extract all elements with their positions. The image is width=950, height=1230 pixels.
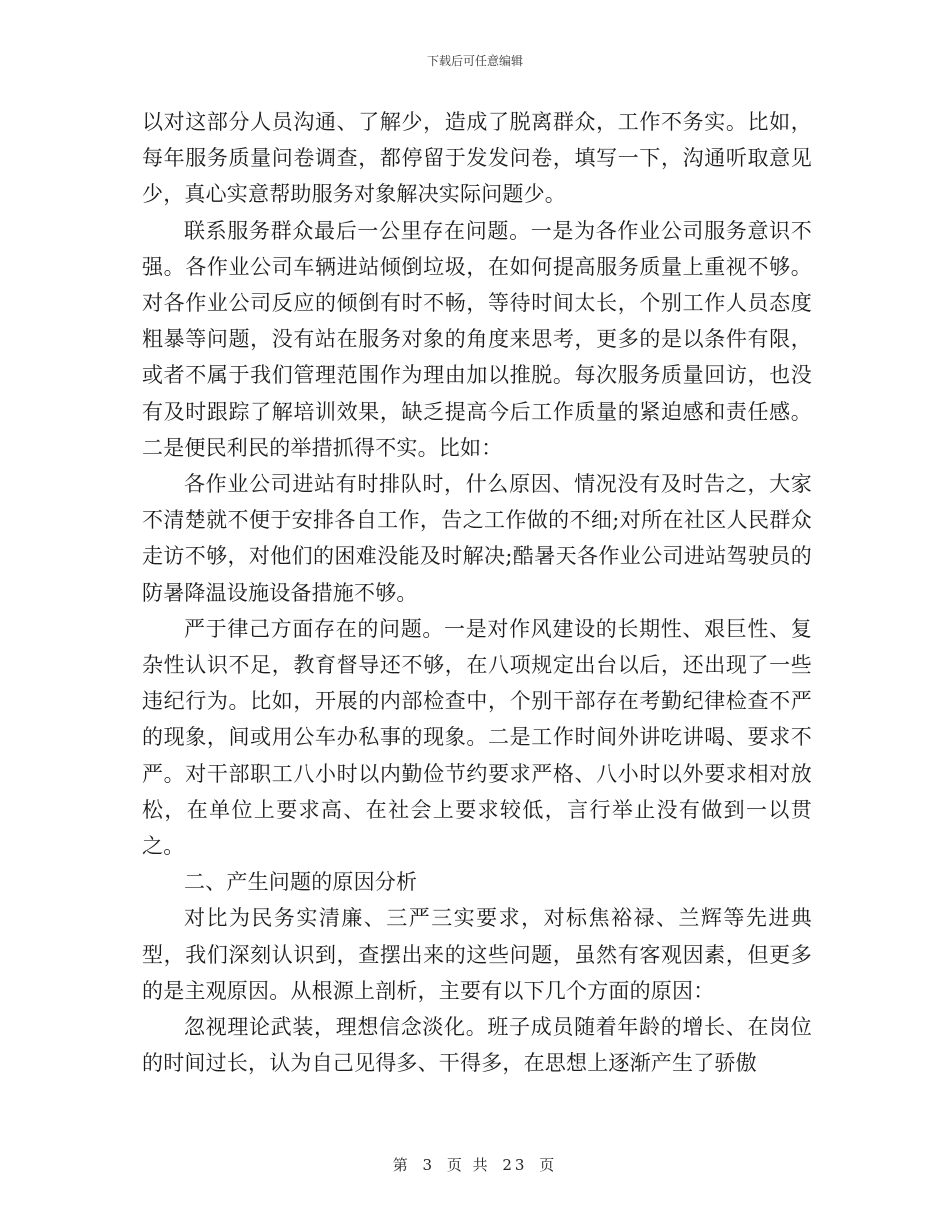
paragraph-4: 严于律己方面存在的问题。一是对作风建设的长期性、艰巨性、复杂性认识不足，教育督导还不够，在八项规定出台以后，还出现了一些违纪行为。比如，开展的内部检查中，个别干部存在考勤纪律检查不严的现象，间或用公车办私事的现象。二是工作时间外讲吃讲喝、要求不严。对干部职工八小时以内勤俭节约要求严格、八小时以外要求相对放松，在单位上要求高、在社会上要求较低，言行举止没有做到一以贯之。	[142, 616, 812, 859]
page-footer	[0, 1154, 950, 1175]
paragraph-2: 联系服务群众最后一公里存在问题。一是为各作业公司服务意识不强。各作业公司车辆进站倾倒垃圾，在如何提高服务质量上重视不够。对各作业公司反应的倾倒有时不畅，等待时间太长，个别工作人员态度粗暴等问题，没有站在服务对象的角度来思考，更多的是以条件有限，或者不属于我们管理范围作为理由加以推脱。每次服务质量回访，也没有及时跟踪了解培训效果，缺乏提高今后工作质量的紧迫感和责任感。二是便民利民的举措抓得不实。比如：	[142, 218, 812, 460]
paragraph-1: 以对这部分人员沟通、了解少，造成了脱离群众，工作不务实。比如，每年服务质量问卷调查，都停留于发发问卷，填写一下，沟通听取意见少，真心实意帮助服务对象解决实际问题少。	[142, 110, 812, 207]
section-heading: 二、产生问题的原因分析	[184, 870, 418, 895]
footer-prefix: 第	[392, 1156, 411, 1174]
document-body	[142, 104, 812, 1081]
paragraph-6: 忽视理论武装，理想信念淡化。班子成员随着年龄的增长、在岗位的时间过长，认为自己见得多、干得多，在思想上逐渐产生了骄傲	[142, 1015, 812, 1076]
current-page-number: 3	[422, 1156, 436, 1174]
page-header: 下载后可任意编辑	[426, 54, 523, 68]
paragraph-5: 对比为民务实清廉、三严三实要求，对标焦裕禄、兰辉等先进典型，我们深刻认识到，查摆出来的这些问题，虽然有客观因素，但更多的是主观原因。从根源上剖析，主要有以下几个方面的原因：	[142, 906, 812, 1003]
footer-suffix: 页	[539, 1156, 558, 1174]
paragraph-3: 各作业公司进站有时排队时，什么原因、情况没有及时告之，大家不清楚就不便于安排各自工作，告之工作做的不细;对所在社区人民群众走访不够，对他们的困难没能及时解决;酷暑天各作业公司进站驾驶员的防暑降温设施设备措施不够。	[142, 472, 812, 605]
total-page-count: 23	[502, 1156, 528, 1174]
footer-middle: 页 共	[446, 1156, 491, 1174]
